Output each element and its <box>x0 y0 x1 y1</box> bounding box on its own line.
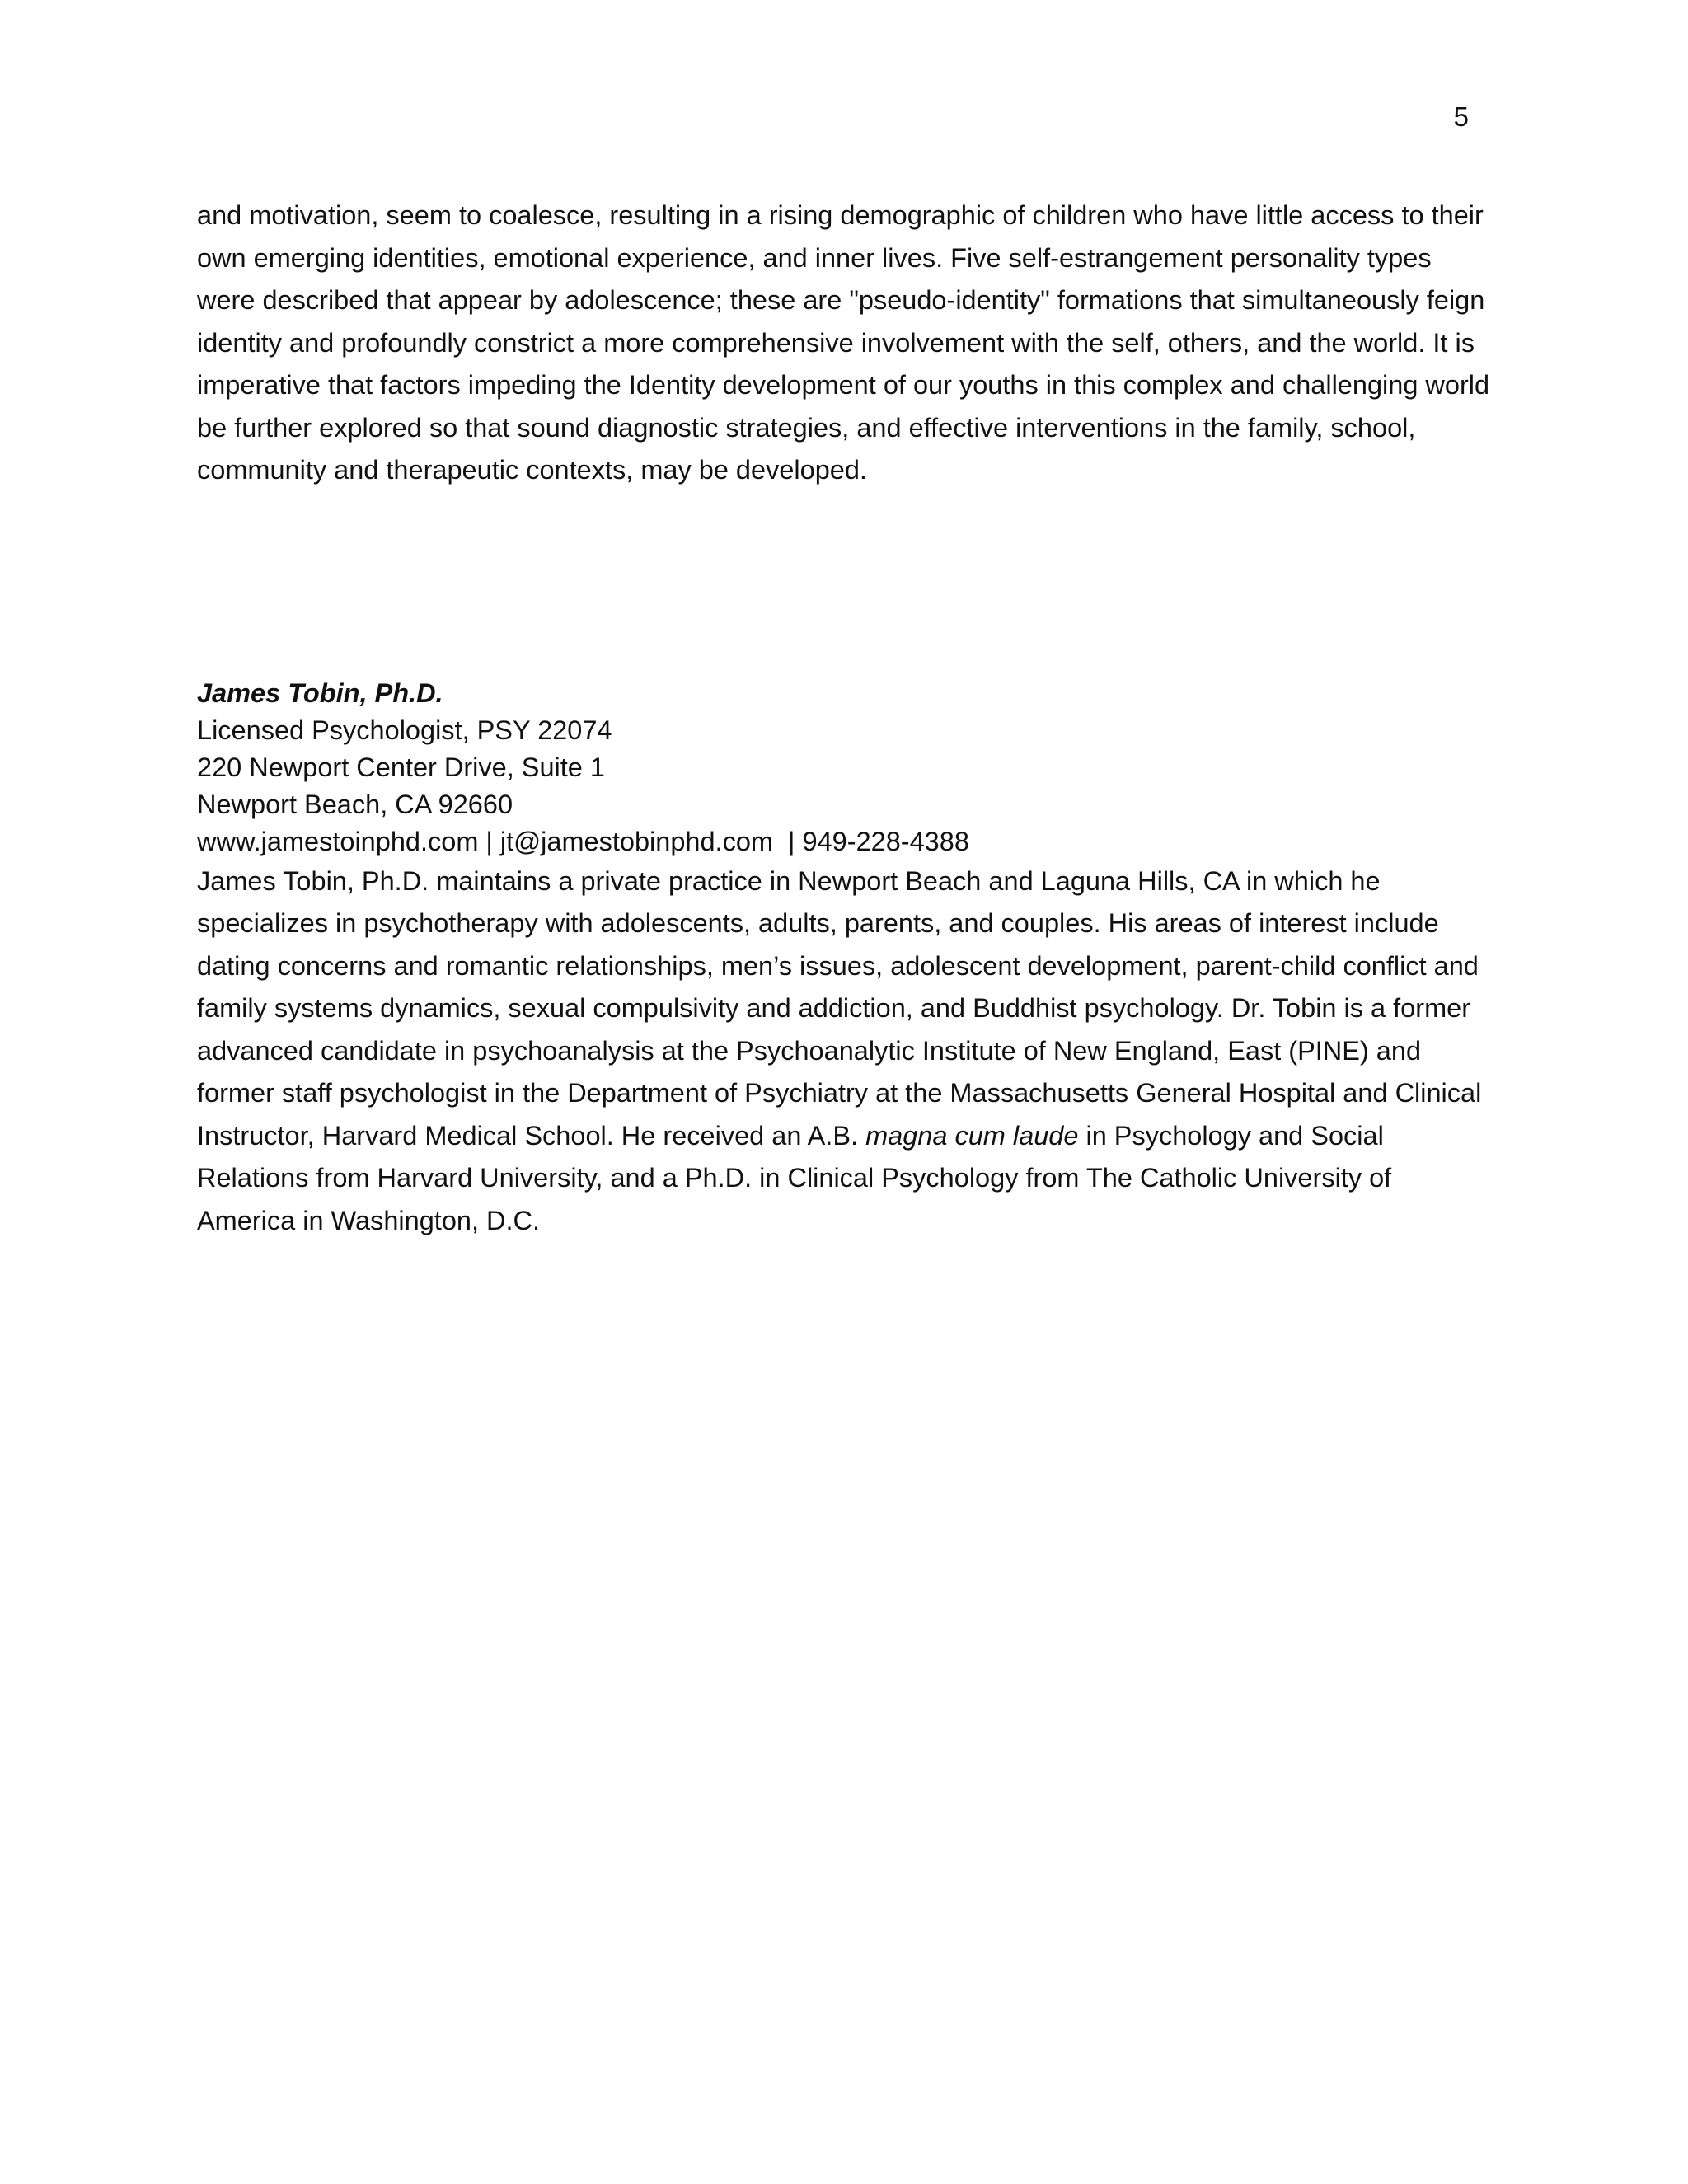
page-number: 5 <box>1453 101 1469 132</box>
bio-text-part-2: in Psychology and Social Relations from Harvard University, and a Ph.D. in Clinical Psychology from The Catholic University of America in Washington, D.C. <box>197 1120 1392 1235</box>
page-content <box>197 194 1491 1242</box>
bio-emphasis: magna cum laude <box>865 1120 1079 1151</box>
contact-separator-2: | <box>772 826 803 856</box>
author-license: Licensed Psychologist, PSY 22074 <box>197 715 612 745</box>
address-line-2: Newport Beach, CA 92660 <box>197 789 513 819</box>
contact-separator: | <box>478 826 500 856</box>
bio-text-part-1: James Tobin, Ph.D. maintains a private practice in Newport Beach and Laguna Hills, CA in which he specializes in psychotherapy with adolescents, adults, parents, and couples. His areas of interest include dating concerns and romantic relationships, men’s issues, adolescent development, parent-child conflict and family systems dynamics, sexual compulsivity and addiction, and Buddhist psychology. Dr. Tobin is a former advanced candidate in psychoanalysis at the Psychoanalytic Institute of New England, East (PINE) and former staff psychologist in the Department of Psychiatry at the Massachusetts General Hospital and Clinical Instructor, Harvard Medical School. He received an A.B. <box>197 865 1482 1151</box>
author-signature-block <box>197 675 1491 1243</box>
website-text: www.jamestoinphd.com <box>197 826 479 856</box>
author-bio <box>197 860 1491 1243</box>
phone-text: 949-228-4388 <box>802 826 969 856</box>
address-line-1: 220 Newport Center Drive, Suite 1 <box>197 752 605 782</box>
body-paragraph: and motivation, seem to coalesce, resulting in a rising demographic of children who have little access to their own emerging identities, emotional experience, and inner lives. Five self-estrangement personality types were described that appear by adolescence; these are "pseudo-identity" formations that simultaneously feign identity and profoundly constrict a more comprehensive involvement with the self, others, and the world. It is imperative that factors impeding the Identity development of our youths in this complex and challenging world be further explored so that sound diagnostic strategies, and effective interventions in the family, school, community and therapeutic contexts, may be developed. <box>197 200 1490 485</box>
contact-line <box>197 823 1491 860</box>
email-text: jt@jamestobinphd.com <box>499 826 773 856</box>
author-name: James Tobin, Ph.D. <box>197 677 443 708</box>
